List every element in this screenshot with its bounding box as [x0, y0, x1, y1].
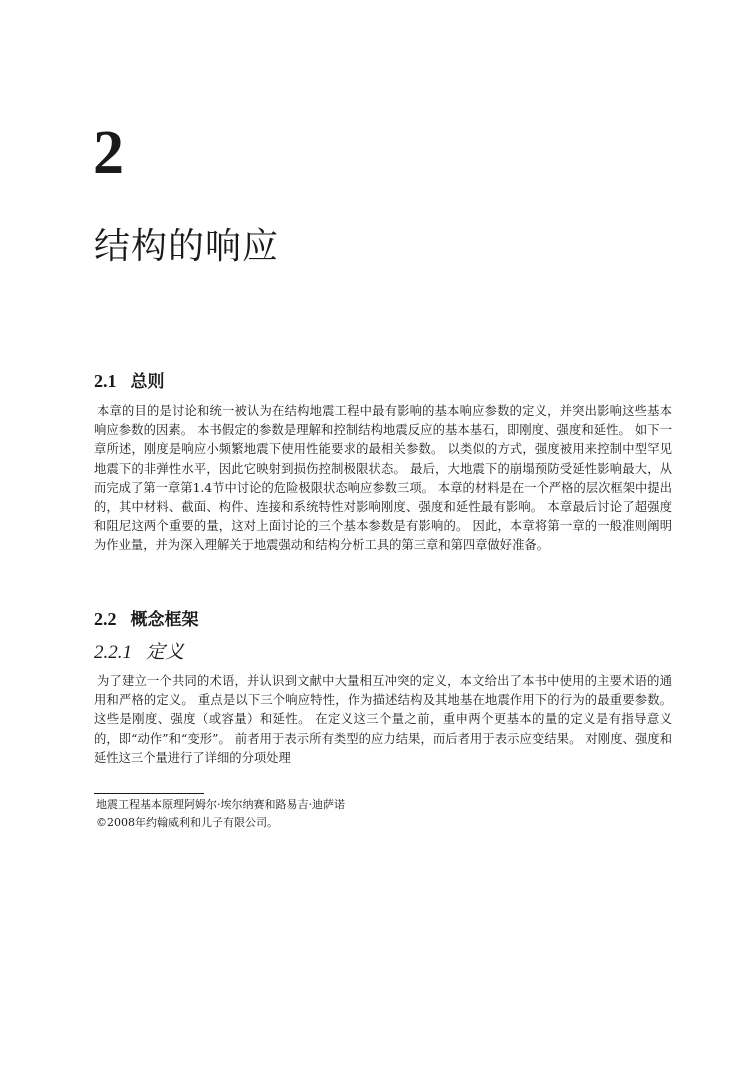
- footnote-divider: [94, 793, 204, 794]
- section-number: 2.1: [94, 371, 117, 391]
- section-title: 概念框架: [130, 610, 199, 630]
- section-2-1-paragraph: 本章的目的是讨论和统一被认为在结构地震工程中最有影响的基本响应参数的定义，并突出影响这些基本响应参数的因素。 本书假定的参数是理解和控制结构地震反应的基本基石，即刚度、强度和延性。 如下一章所述，刚度是响应小频繁地震下使用性能要求的最相关参数。 以类似的方式，强度被用来控制中型罕见地震下的非弹性水平，因此它映射到损伤控制极限状态。 最后，大地震下的崩塌预防受延性影响最大，从而完成了第一章第1.4节中讨论的危险极限状态响应参数三项。 本章的材料是在一个严格的层次框架中提出的，其中材料、截面、构件、连接和系统特性对影响刚度、强度和延性最有影响。 本章最后讨论了超强度和阻尼这两个重要的量，这对上面讨论的三个基本参数是有影响的。 因此，本章将第一章的一般准则阐明为作业量，并为深入理解关于地震强动和结构分析工具的第三章和第四章做好准备。: [94, 404, 672, 553]
- subsection-title: 定义: [146, 642, 185, 663]
- chapter-title: 结构的响应: [94, 226, 280, 267]
- subsection-number: 2.2.1: [94, 642, 132, 663]
- subsection-heading-2-2-1: [94, 640, 184, 666]
- footnote-copyright: ©2008年约翰威利和儿子有限公司。: [96, 816, 278, 829]
- section-number: 2.2: [94, 609, 117, 629]
- subsection-2-2-1-paragraph: 为了建立一个共同的术语，并认识到文献中大量相互冲突的定义，本文给出了本书中使用的主要术语的通用和严格的定义。 重点是以下三个响应特性，作为描述结构及其地基在地震作用下的行为的最重要参数。 这些是刚度、强度（或容量）和延性。 在定义这三个量之前，重申两个更基本的量的定义是有指导意义的，即“动作”和“变形”。 前者用于表示所有类型的应力结果，而后者用于表示应变结果。 对刚度、强度和延性这三个量进行了详细的分项处理: [94, 674, 672, 765]
- footnote-book-credit: 地震工程基本原理阿姆尔·埃尔纳赛和路易吉·迪萨诺: [96, 798, 345, 811]
- section-heading-2-1: [94, 369, 165, 394]
- section-heading-2-2: [94, 607, 199, 632]
- chapter-number: 2: [93, 119, 124, 187]
- section-title: 总则: [130, 372, 165, 392]
